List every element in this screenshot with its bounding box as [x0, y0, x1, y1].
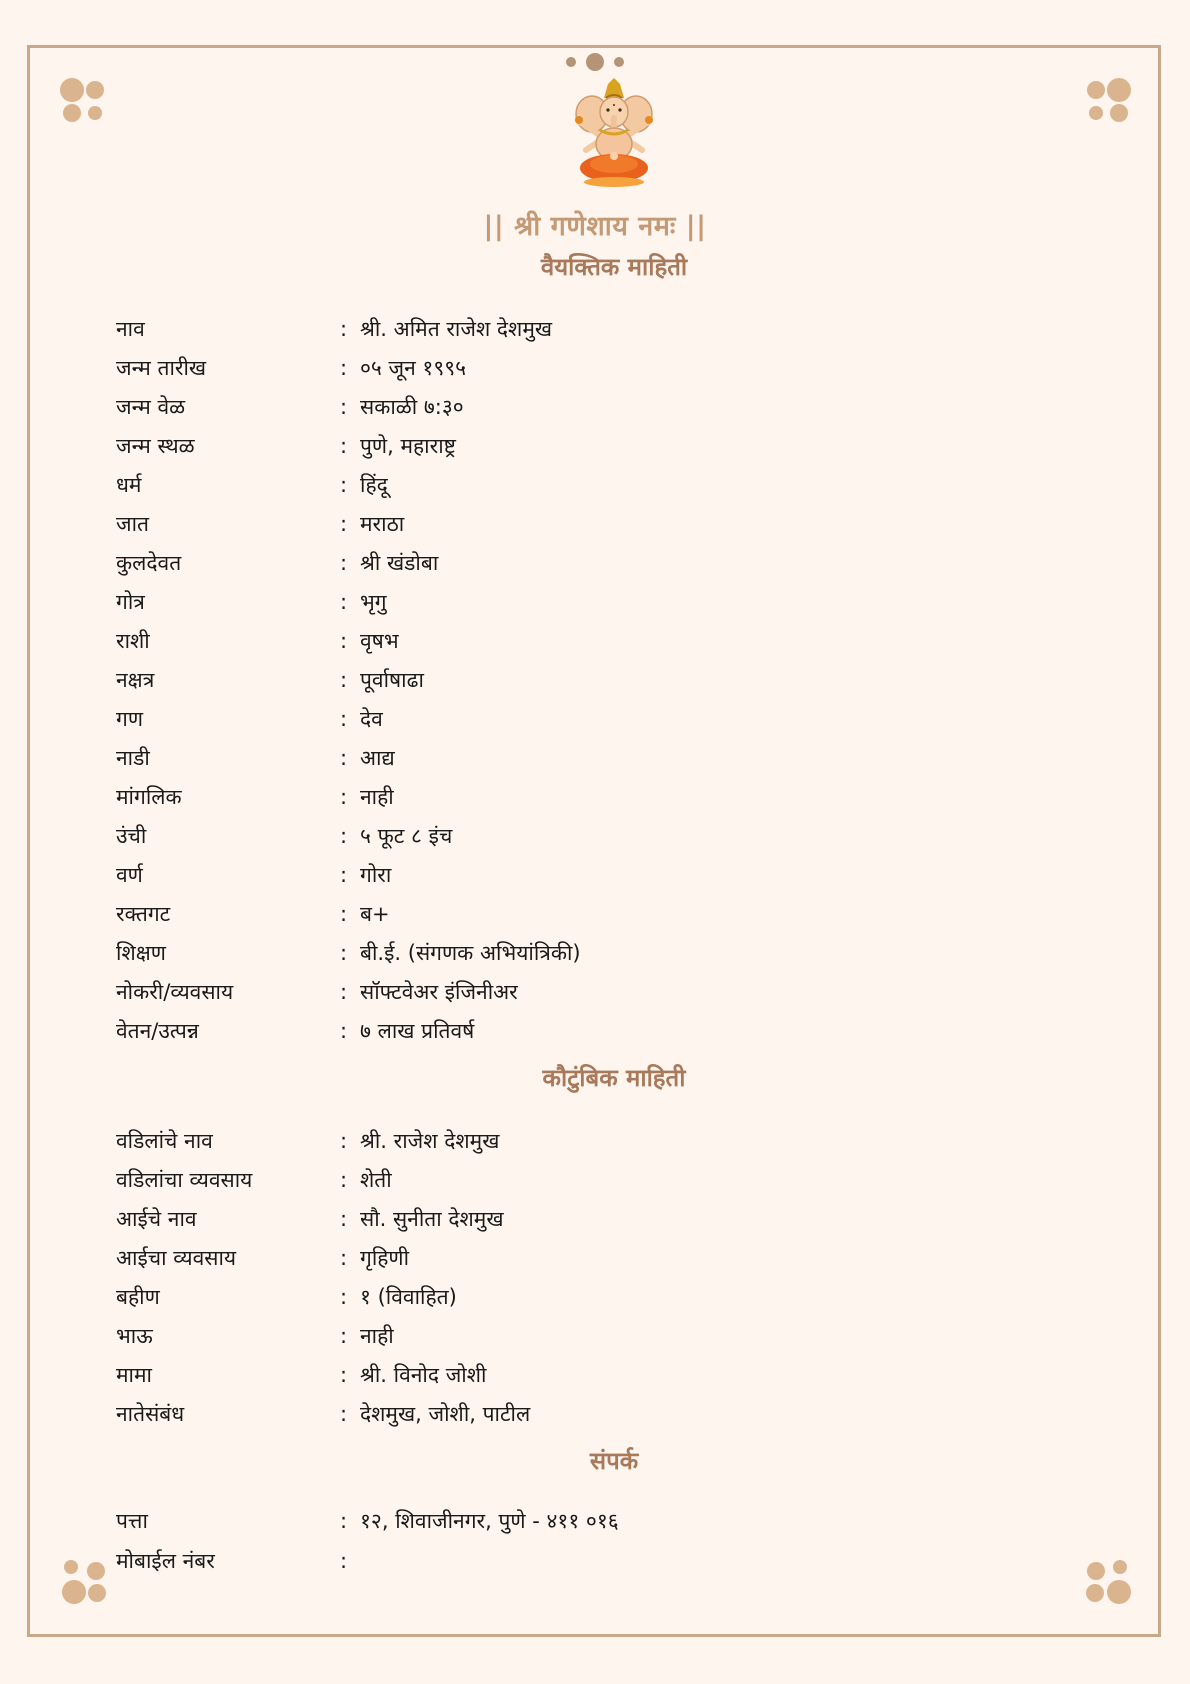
field-value: शेती [360, 1168, 392, 1192]
corner-dots-ornament [1083, 78, 1133, 128]
personal-row: जात : मराठा [116, 506, 1016, 542]
field-label: मांगलिक [116, 785, 182, 809]
field-value: भृगु [360, 590, 387, 614]
field-label: कुलदेवत [116, 551, 182, 575]
field-value: आद्य [360, 746, 395, 770]
field-value: सॉफ्टवेअर इंजिनीअर [360, 980, 518, 1004]
field-label: वडिलांचे नाव [116, 1129, 213, 1153]
field-value: श्री. राजेश देशमुख [360, 1129, 500, 1153]
field-value: पुणे, महाराष्ट्र [360, 434, 456, 458]
personal-row: रक्तगट : ब+ [116, 896, 1016, 932]
personal-row: उंची : ५ फूट ८ इंच [116, 818, 1016, 854]
field-value: नाही [360, 785, 394, 809]
personal-row: नोकरी/व्यवसाय : सॉफ्टवेअर इंजिनीअर [116, 974, 1016, 1010]
contact-row: मोबाईल नंबर : [116, 1543, 1016, 1579]
family-row: आईचा व्यवसाय : गृहिणी [116, 1240, 1016, 1276]
field-value: १२, शिवाजीनगर, पुणे - ४११ ०१६ [360, 1509, 619, 1533]
corner-dots-ornament [60, 1558, 110, 1608]
field-label: आईचे नाव [116, 1207, 197, 1231]
field-label: धर्म [116, 473, 142, 497]
field-value: ब+ [360, 902, 390, 926]
field-label: नाव [116, 317, 145, 341]
family-row: बहीण : १ (विवाहित) [116, 1279, 1016, 1315]
field-value: सकाळी ७:३० [360, 395, 464, 419]
family-row: आईचे नाव : सौ. सुनीता देशमुख [116, 1201, 1016, 1237]
contact-row: पत्ता : १२, शिवाजीनगर, पुणे - ४११ ०१६ [116, 1503, 1016, 1539]
field-value: ७ लाख प्रतिवर्ष [360, 1019, 475, 1043]
field-label: नातेसंबंध [116, 1402, 185, 1426]
field-label: गोत्र [116, 590, 145, 614]
family-row: वडिलांचा व्यवसाय : शेती [116, 1162, 1016, 1198]
field-label: मामा [116, 1363, 152, 1387]
family-row: नातेसंबंध : देशमुख, जोशी, पाटील [116, 1396, 1016, 1432]
field-value: ५ फूट ८ इंच [360, 824, 453, 848]
field-value: हिंदू [360, 473, 388, 497]
mantra-heading: || श्री गणेशाय नमः || [483, 211, 707, 242]
personal-row: गोत्र : भृगु [116, 584, 1016, 620]
field-value: सौ. सुनीता देशमुख [360, 1207, 504, 1231]
field-value: पूर्वाषाढा [360, 668, 424, 692]
field-label: वर्ण [116, 863, 143, 887]
field-label: नोकरी/व्यवसाय [116, 980, 234, 1004]
personal-row: नाव : श्री. अमित राजेश देशमुख [116, 311, 1016, 347]
field-value: नाही [360, 1324, 394, 1348]
field-label: बहीण [116, 1285, 160, 1309]
field-label: जन्म तारीख [116, 356, 207, 380]
field-label: भाऊ [116, 1324, 153, 1348]
top-dots-ornament [566, 52, 626, 72]
field-value: १ (विवाहित) [360, 1285, 457, 1309]
personal-row: नक्षत्र : पूर्वाषाढा [116, 662, 1016, 698]
personal-row: शिक्षण : बी.ई. (संगणक अभियांत्रिकी) [116, 935, 1016, 971]
personal-row: नाडी : आद्य [116, 740, 1016, 776]
family-row: मामा : श्री. विनोद जोशी [116, 1357, 1016, 1393]
ganesha-icon [568, 78, 660, 190]
corner-dots-ornament [60, 78, 110, 128]
personal-row: गण : देव [116, 701, 1016, 737]
field-label: जन्म वेळ [116, 395, 186, 419]
field-value: मराठा [360, 512, 405, 536]
field-label: उंची [116, 824, 147, 848]
field-value: देशमुख, जोशी, पाटील [360, 1402, 531, 1426]
corner-dots-ornament [1083, 1558, 1133, 1608]
field-value: श्री खंडोबा [360, 551, 439, 575]
field-value: श्री. अमित राजेश देशमुख [360, 317, 553, 341]
field-label: शिक्षण [116, 941, 166, 965]
personal-row: मांगलिक : नाही [116, 779, 1016, 815]
section-title-family: कौटुंबिक माहिती [542, 1064, 686, 1092]
personal-row: वर्ण : गोरा [116, 857, 1016, 893]
personal-row: जन्म तारीख : ०५ जून १९९५ [116, 350, 1016, 386]
field-value: श्री. विनोद जोशी [360, 1363, 487, 1387]
personal-row: जन्म वेळ : सकाळी ७:३० [116, 389, 1016, 425]
field-value: गोरा [360, 863, 392, 887]
field-label: नाडी [116, 746, 150, 770]
personal-row: कुलदेवत : श्री खंडोबा [116, 545, 1016, 581]
family-row: भाऊ : नाही [116, 1318, 1016, 1354]
field-label: वेतन/उत्पन्न [116, 1019, 199, 1043]
field-label: मोबाईल नंबर [116, 1549, 215, 1573]
personal-row: धर्म : हिंदू [116, 467, 1016, 503]
field-label: वडिलांचा व्यवसाय [116, 1168, 253, 1192]
field-label: रक्तगट [116, 902, 171, 926]
personal-row: वेतन/उत्पन्न : ७ लाख प्रतिवर्ष [116, 1013, 1016, 1049]
field-value: वृषभ [360, 629, 399, 653]
section-title-personal: वैयक्तिक माहिती [540, 253, 688, 281]
field-label: नक्षत्र [116, 668, 155, 692]
personal-row: जन्म स्थळ : पुणे, महाराष्ट्र [116, 428, 1016, 464]
field-label: जन्म स्थळ [116, 434, 195, 458]
field-value: ०५ जून १९९५ [360, 356, 467, 380]
field-value: देव [360, 707, 383, 731]
personal-row: राशी : वृषभ [116, 623, 1016, 659]
field-label: आईचा व्यवसाय [116, 1246, 237, 1270]
field-value: गृहिणी [360, 1246, 410, 1270]
field-value: बी.ई. (संगणक अभियांत्रिकी) [360, 941, 581, 965]
field-label: गण [116, 707, 144, 731]
field-label: राशी [116, 629, 150, 653]
field-label: पत्ता [116, 1509, 148, 1533]
section-title-contact: संपर्क [589, 1447, 639, 1475]
family-row: वडिलांचे नाव : श्री. राजेश देशमुख [116, 1123, 1016, 1159]
field-label: जात [116, 512, 149, 536]
